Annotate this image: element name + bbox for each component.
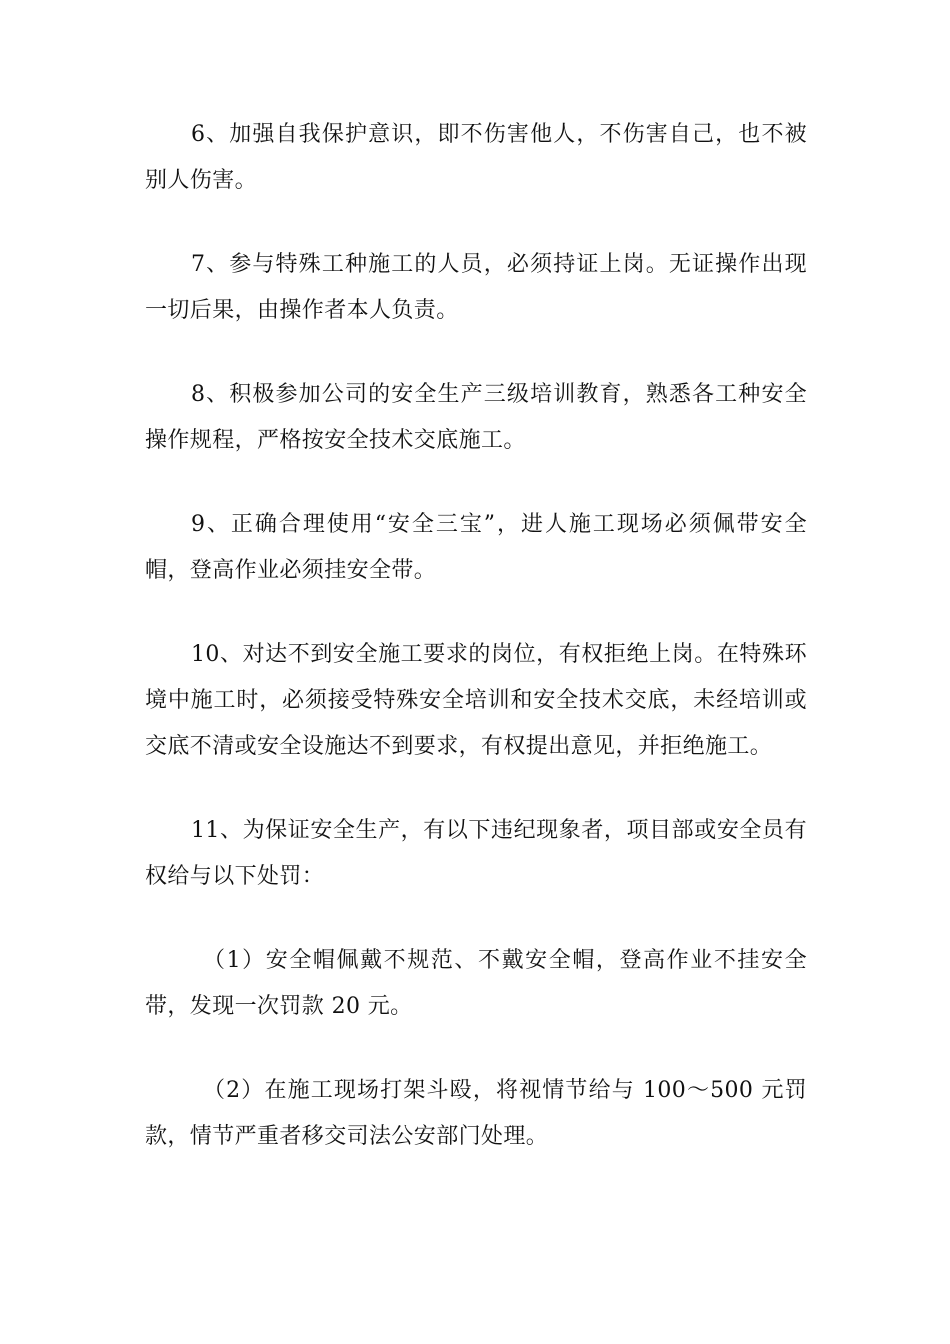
- document-body: [145, 112, 807, 1198]
- paragraph-penalty-1: （1）安全帽佩戴不规范、不戴安全帽，登高作业不挂安全带，发现一次罚款 20 元。: [145, 948, 807, 1019]
- paragraph-penalty-2: （2）在施工现场打架斗殴，将视情节给与 100～500 元罚款，情节严重者移交司法公安部门处理。: [145, 1078, 807, 1149]
- paragraph-rule-11: 11、为保证安全生产，有以下违纪现象者，项目部或安全员有权给与以下处罚：: [145, 818, 807, 889]
- paragraph-rule-9: 9、正确合理使用“安全三宝”，进人施工现场必须佩带安全帽，登高作业必须挂安全带。: [145, 512, 807, 583]
- paragraph-rule-6: 6、加强自我保护意识，即不伤害他人，不伤害自己，也不被别人伤害。: [145, 122, 807, 193]
- paragraph-rule-7: 7、参与特殊工种施工的人员，必须持证上岗。无证操作出现一切后果，由操作者本人负责。: [145, 252, 807, 323]
- paragraph-rule-10: 10、对达不到安全施工要求的岗位，有权拒绝上岗。在特殊环境中施工时，必须接受特殊安全培训和安全技术交底，未经培训或交底不清或安全设施达不到要求，有权提出意见，并拒绝施工。: [145, 642, 807, 759]
- paragraph-rule-8: 8、积极参加公司的安全生产三级培训教育，熟悉各工种安全操作规程，严格按安全技术交底施工。: [145, 382, 807, 453]
